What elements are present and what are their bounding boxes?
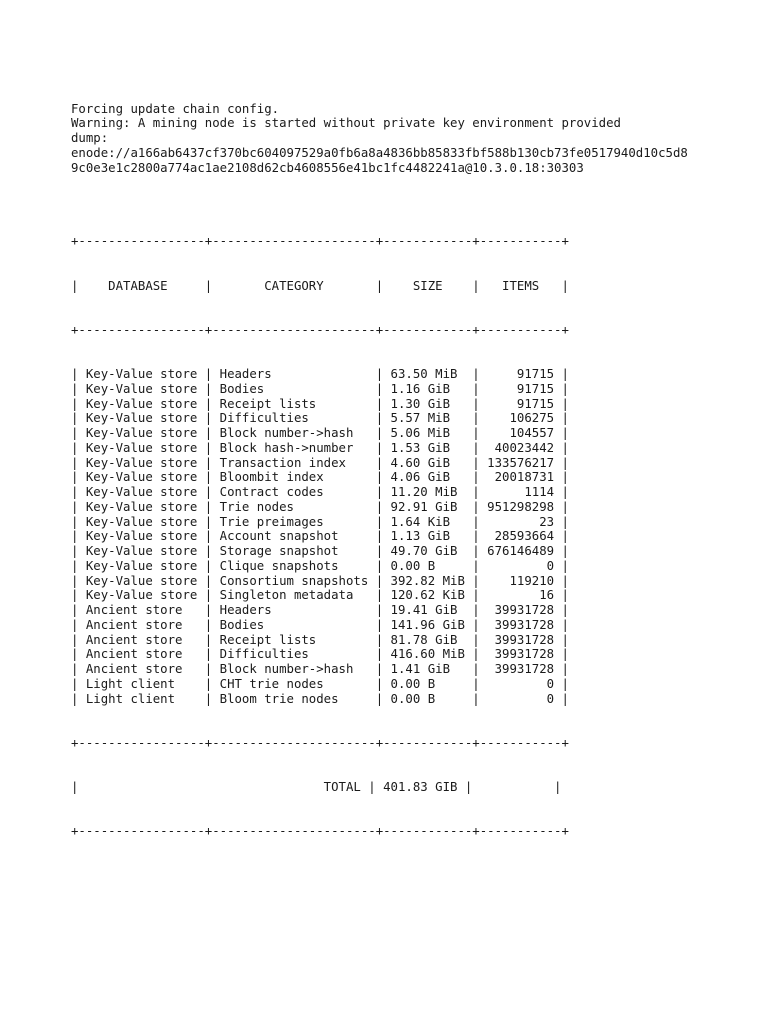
database-inspect-table [71,205,688,869]
table-row: | Key-Value store | Bodies | 1.16 GiB | 91715 | [71,381,569,396]
table-row: | Key-Value store | Receipt lists | 1.30 GiB | 91715 | [71,396,569,411]
table-row: | Key-Value store | Singleton metadata | 120.62 KiB | 16 | [71,588,569,603]
log-line: enode://a166ab6437cf370bc604097529a0fb6a8a4836bb85833fbf588b130cb73fe0517940d10c5d8 [71,145,688,160]
table-row: | Ancient store | Headers | 19.41 GiB | 39931728 | [71,603,569,617]
table-row: | Ancient store | Bodies | 141.96 GiB | 39931728 | [71,617,569,632]
table-row: | Light client | Bloom trie nodes | 0.00 B | 0 | [71,691,569,706]
table-row: | Key-Value store | Transaction index | 4.60 GiB | 133576217 | [71,455,569,470]
table-row: | Key-Value store | Block number->hash | 5.06 MiB | 104557 | [71,426,569,440]
table-header-row: | DATABASE | CATEGORY | SIZE | ITEMS | [71,278,569,293]
log-line: Forcing update chain config. [71,101,280,116]
table-row: | Key-Value store | Consortium snapshots | 392.82 MiB | 119210 | [71,573,569,588]
table-row: | Key-Value store | Headers | 63.50 MiB | 91715 | [71,367,569,381]
log-line: 9c0e3e1c2800a774ac1ae2108d62cb4608556e41bc1fc4482241a@10.3.0.18:30303 [71,160,584,175]
table-border-bottom: +-----------------+----------------------+------------+-----------+ [71,824,569,839]
table-row: | Key-Value store | Storage snapshot | 49.70 GiB | 676146489 | [71,544,569,558]
table-row: | Key-Value store | Bloombit index | 4.06 GiB | 20018731 | [71,470,569,485]
table-row: | Key-Value store | Block hash->number | 1.53 GiB | 40023442 | [71,440,569,455]
table-footer-row: | TOTAL | 401.83 GIB | | [71,780,562,794]
table-body [71,367,688,706]
table-row: | Key-Value store | Trie preimages | 1.64 KiB | 23 | [71,514,569,529]
table-row: | Key-Value store | Difficulties | 5.57 MiB | 106275 | [71,411,569,426]
console-log [71,72,688,898]
table-row: | Key-Value store | Account snapshot | 1.13 GiB | 28593664 | [71,529,569,544]
table-row: | Ancient store | Block number->hash | 1.41 GiB | 39931728 | [71,662,569,676]
table-row: | Key-Value store | Contract codes | 11.20 MiB | 1114 | [71,485,569,499]
table-border-header: +-----------------+----------------------+------------+-----------+ [71,322,569,337]
table-row: | Ancient store | Receipt lists | 81.78 GiB | 39931728 | [71,632,569,647]
log-line: dump: [71,131,109,145]
table-row: | Ancient store | Difficulties | 416.60 MiB | 39931728 | [71,647,569,662]
table-row: | Key-Value store | Trie nodes | 92.91 GiB | 951298298 | [71,499,569,514]
table-border-top: +-----------------+----------------------+------------+-----------+ [71,234,569,249]
table-row: | Light client | CHT trie nodes | 0.00 B | 0 | [71,676,569,691]
table-row: | Key-Value store | Clique snapshots | 0.00 B | 0 | [71,558,569,573]
log-header [71,102,688,176]
log-line: Warning: A mining node is started without private key environment provided [71,116,621,131]
table-border-footer-top: +-----------------+----------------------+------------+-----------+ [71,735,569,750]
